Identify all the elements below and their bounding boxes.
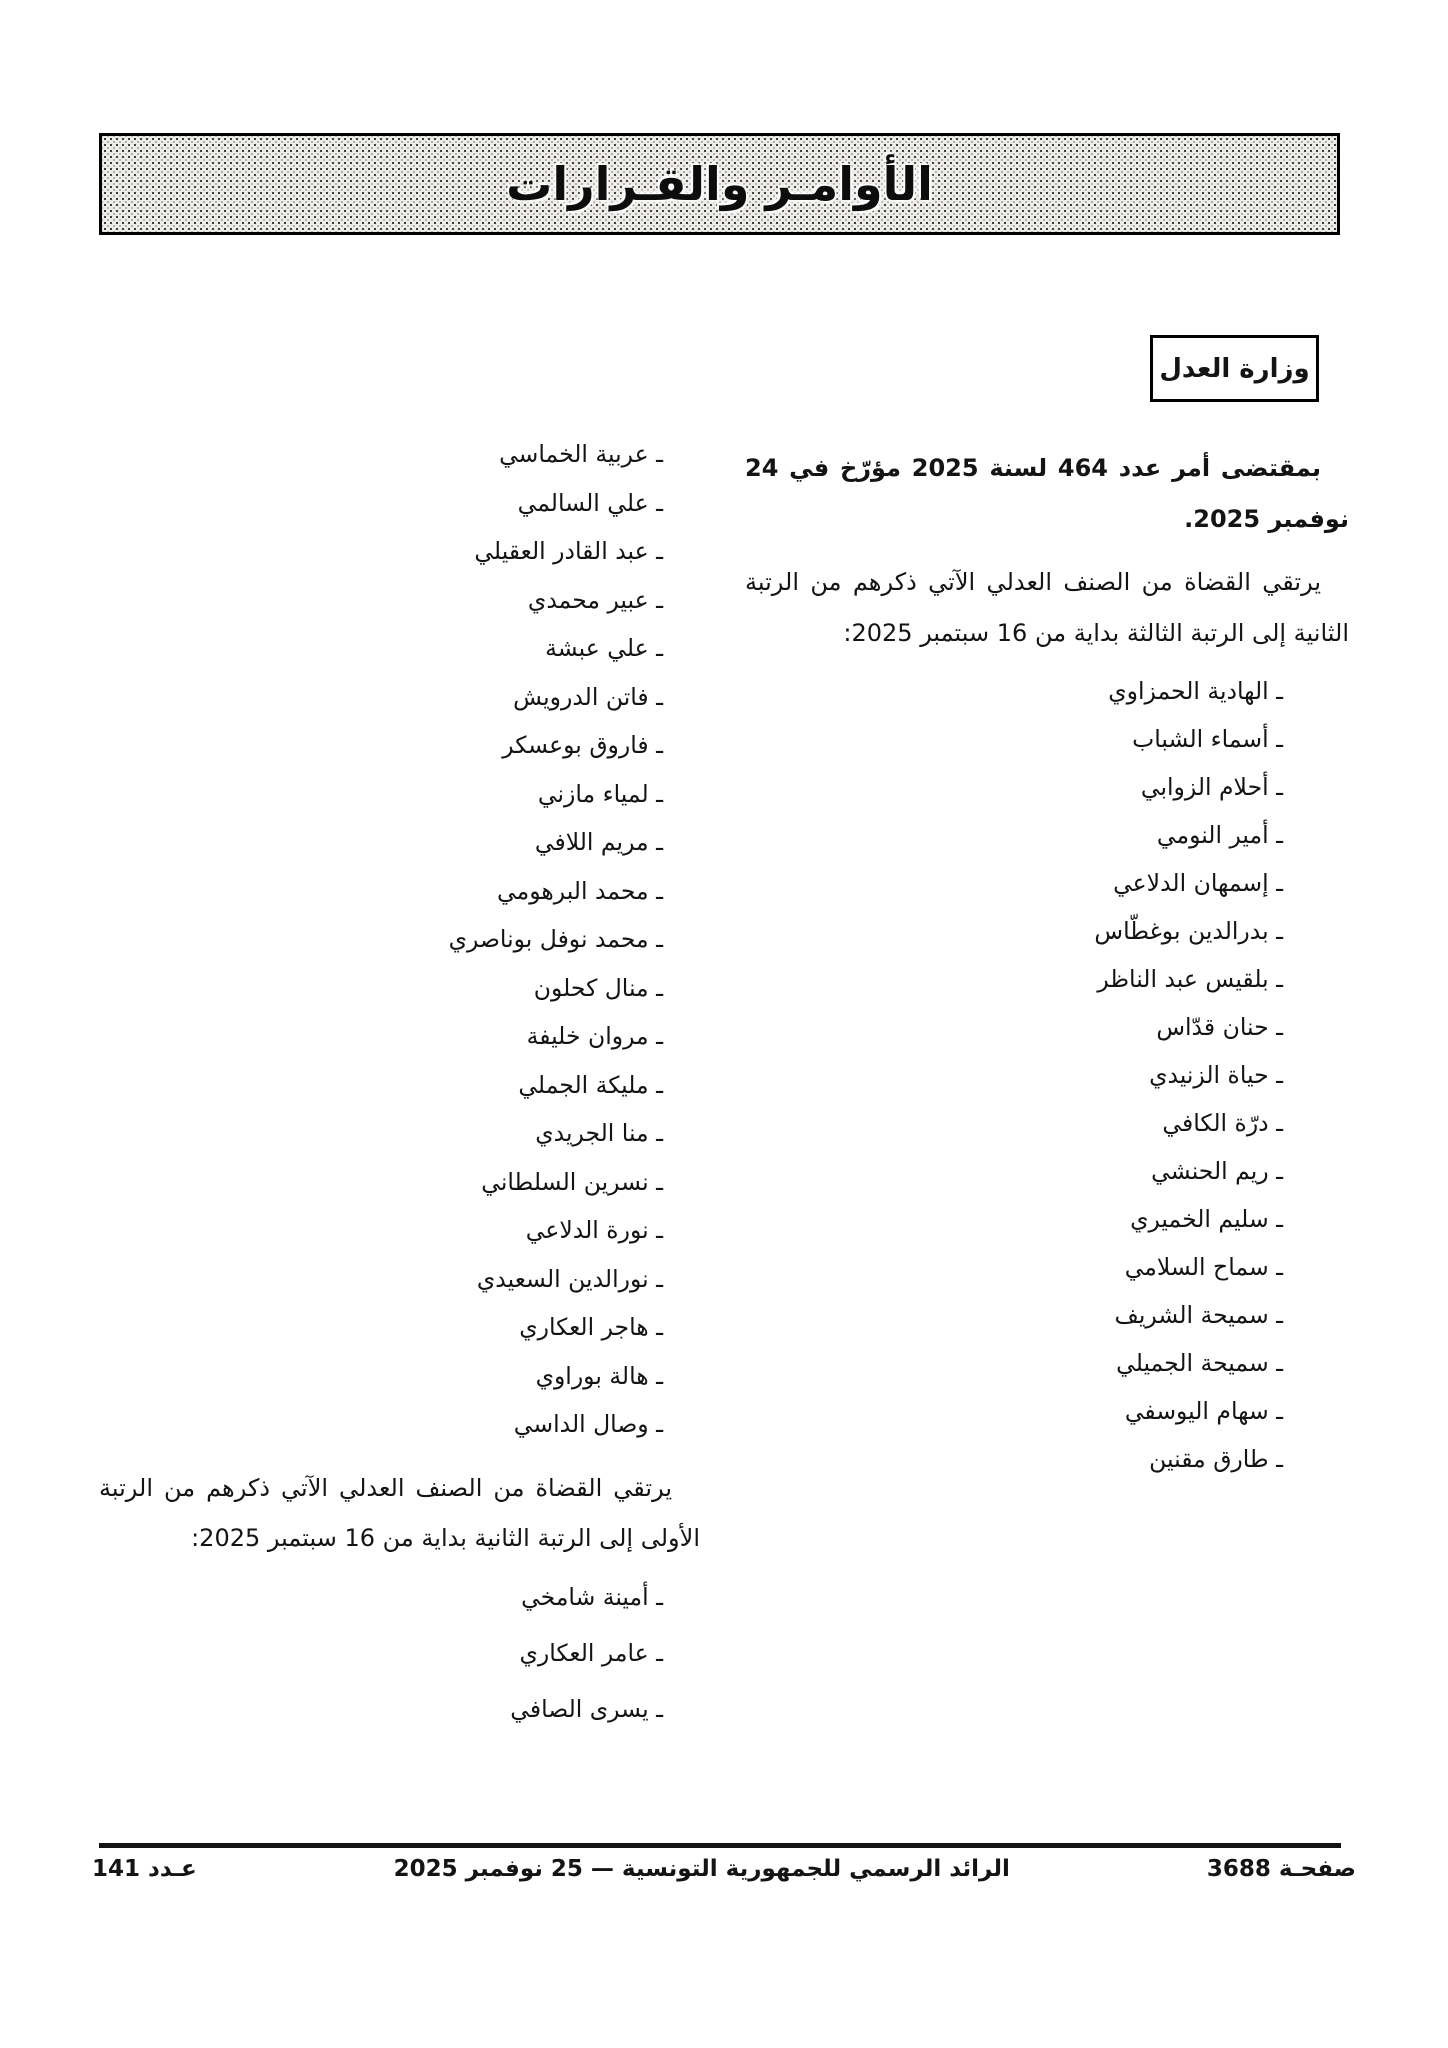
- judge-name-item: ـ حياة الزنيدي: [1149, 1061, 1283, 1089]
- judge-name-item: ـ عبير محمدي: [527, 585, 663, 614]
- judge-name-item: ـ لمياء مازني: [537, 779, 663, 808]
- judge-name-item: ـ سليم الخميري: [1130, 1205, 1283, 1233]
- judge-name-item: ـ درّة الكافي: [1162, 1109, 1283, 1137]
- footer: [92, 1856, 1356, 1882]
- judge-name-item: ـ علي عبشة: [545, 634, 663, 662]
- judge-name-list-rank2-to-rank3-continued: [99, 430, 700, 1449]
- judge-name-item: ـ سميحة الشريف: [1114, 1301, 1283, 1329]
- judge-name-item: ـ بدرالدين بوغطّاس: [1094, 917, 1283, 945]
- judge-name-item: ـ عبد القادر العقيلي: [474, 537, 663, 565]
- promotion-paragraph-rank1-to-rank2: يرتقي القضاة من الصنف العدلي الآتي ذكرهم من الرتبة الأولى إلى الرتبة الثانية بداية من 16 سبتمبر 2025:: [99, 1473, 700, 1552]
- judge-name-item: ـ محمد البرهومي: [497, 876, 663, 905]
- footer-journal-title: الرائد الرسمي للجمهورية التونسية — 25 نوفمبر 2025: [393, 1856, 1010, 1882]
- judge-name-item: ـ أمينة شامخي: [521, 1582, 663, 1611]
- banner-title: الأوامـر والقـرارات: [506, 157, 933, 211]
- judge-name-item: ـ منال كحلون: [533, 973, 663, 1002]
- ministry-of-justice-box: [1150, 335, 1319, 402]
- judge-name-item: ـ وصال الداسي: [513, 1410, 663, 1438]
- judge-name-list-rank2-to-rank3: [745, 667, 1349, 1483]
- judge-name-item: ـ أحلام الزوابي: [1140, 773, 1283, 801]
- judge-name-item: ـ سهام اليوسفي: [1124, 1397, 1283, 1425]
- ministry-label: وزارة العدل: [1159, 353, 1310, 384]
- judge-name-item: ـ نسرين السلطاني: [481, 1167, 663, 1196]
- column-left: [99, 422, 700, 1737]
- judge-name-item: ـ عربية الخماسي: [499, 440, 663, 468]
- judge-name-item: ـ محمد نوفل بوناصري: [448, 925, 663, 953]
- judge-name-item: ـ عامر العكاري: [519, 1638, 663, 1667]
- judge-name-item: ـ نورالدين السعيدي: [476, 1264, 663, 1293]
- judge-name-item: ـ ريم الحنشي: [1151, 1157, 1283, 1185]
- judge-name-item: ـ يسرى الصافي: [510, 1694, 663, 1723]
- footer-issue-number: عـدد 141: [92, 1856, 197, 1882]
- decree-intro-paragraph: بمقتضى أمر عدد 464 لسنة 2025 مؤرّخ في 24 نوفمبر 2025.: [745, 454, 1349, 533]
- judge-name-item: ـ مليكة الجملي: [518, 1070, 663, 1099]
- judge-name-item: ـ إسمهان الدلاعي: [1113, 869, 1283, 897]
- column-right: [745, 443, 1349, 1483]
- judge-name-item: ـ بلقيس عبد الناظر: [1097, 965, 1283, 993]
- footer-divider: [99, 1843, 1341, 1848]
- judge-name-item: ـ فاتن الدرويش: [513, 682, 663, 711]
- footer-page-number: صفحـة 3688: [1206, 1856, 1356, 1882]
- judge-name-item: ـ فاروق بوعسكر: [502, 731, 663, 759]
- judge-name-list-rank1-to-rank2: [99, 1569, 700, 1737]
- judge-name-item: ـ مريم اللافي: [534, 828, 663, 856]
- judge-name-item: ـ طارق مقنين: [1149, 1445, 1283, 1473]
- judge-name-item: ـ أمير النومي: [1156, 821, 1283, 849]
- judge-name-item: ـ حنان قدّاس: [1156, 1013, 1283, 1041]
- judge-name-item: ـ منا الجريدي: [535, 1119, 663, 1147]
- judge-name-item: ـ هاجر العكاري: [519, 1313, 663, 1341]
- judge-name-item: ـ علي السالمي: [517, 488, 663, 517]
- judge-name-item: ـ هالة بوراوي: [535, 1361, 663, 1390]
- judge-name-item: ـ مروان خليفة: [526, 1022, 663, 1050]
- judge-name-item: ـ سماح السلامي: [1124, 1253, 1283, 1281]
- judge-name-item: ـ الهادية الحمزاوي: [1108, 677, 1283, 705]
- judge-name-item: ـ سميحة الجميلي: [1116, 1349, 1283, 1377]
- judge-name-item: ـ نورة الدلاعي: [525, 1216, 663, 1244]
- orders-decisions-banner: [99, 133, 1340, 235]
- judge-name-item: ـ أسماء الشباب: [1132, 725, 1283, 753]
- promotion-paragraph-rank2-to-rank3: يرتقي القضاة من الصنف العدلي الآتي ذكرهم من الرتبة الثانية إلى الرتبة الثالثة بداية من 16 سبتمبر 2025:: [745, 568, 1349, 647]
